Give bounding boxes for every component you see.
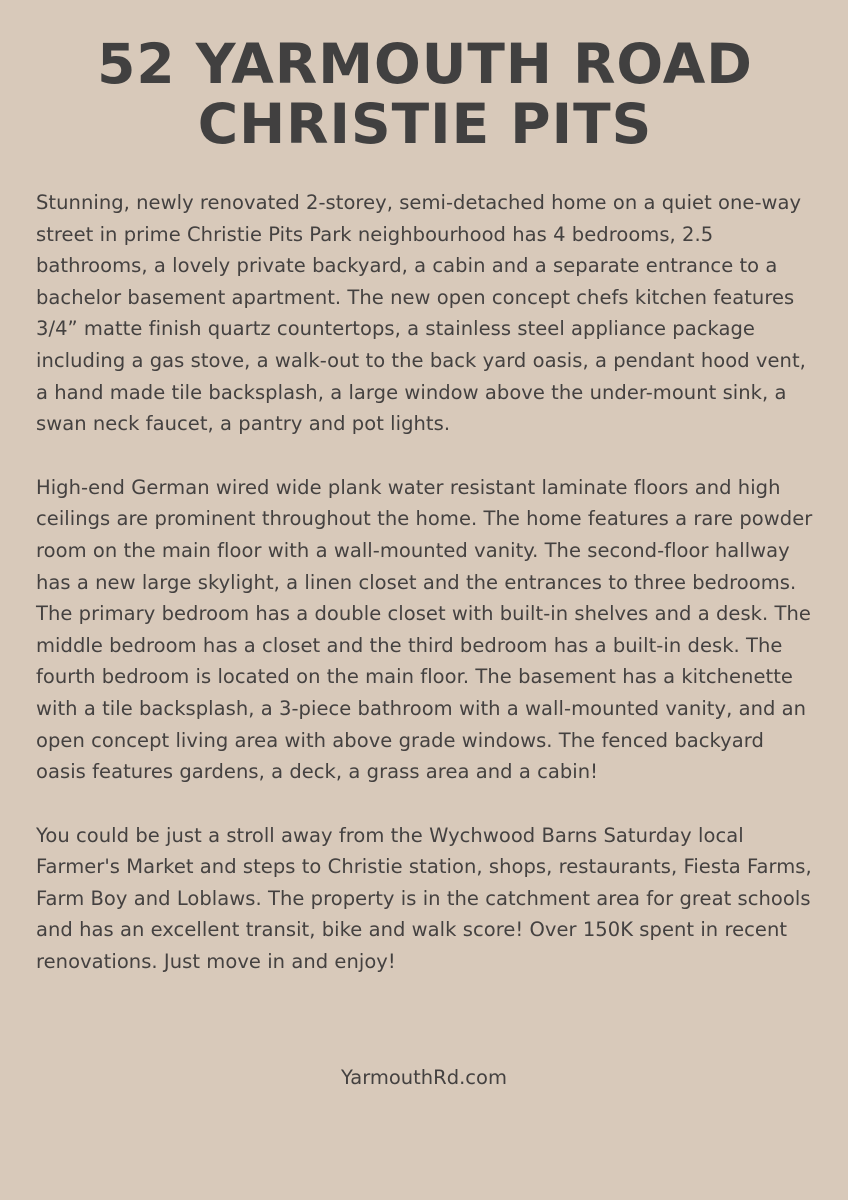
paragraph-neighbourhood: You could be just a stroll away from the Wychwood Barns Saturday local Farmer's Market and steps to Christie station, shops, restaurants, Fiesta Farms, Farm Boy and Loblaws. The property is in the catchment area for great schools and has an excellent transit, bike and walk score! Over 150K spent in recent renovations. Just move in and enjoy! — [36, 823, 812, 974]
paragraph-kitchen: Stunning, newly renovated 2-storey, semi-detached home on a quiet one-way street in prime Christie Pits Park neighbourhood has 4 bedrooms, 2.5 bathrooms, a lovely private backyard, a cabin and a separate entrance to a bachelor basement apartment. The new open concept chefs kitchen features 3/4” matte finish quartz countertops, a stainless steel appliance package including a gas stove, a walk-out to the back yard oasis, a pendant hood vent, a hand made tile backsplash, a large window above the under-mount sink, a swan neck faucet, a pantry and pot lights. — [36, 191, 806, 436]
title-line-neighbourhood: CHRISTIE PITS — [197, 92, 653, 156]
paragraph-interior: High-end German wired wide plank water resistant laminate floors and high ceilings are prominent throughout the home. The home features a rare powder room on the main floor with a wall-mounted vanity. The second-floor hallway has a new large skylight, a linen closet and the entrances to three bedrooms. The primary bedroom has a double closet with built-in shelves and a desk. The middle bedroom has a closet and the third bedroom has a built-in desk. The fourth bedroom is located on the main floor. The basement has a kitchenette with a tile backsplash, a 3-piece bathroom with a wall-mounted vanity, and an open concept living area with above grade windows. The fenced backyard oasis features gardens, a deck, a grass area and a cabin! — [36, 475, 813, 784]
title-line-address: 52 YARMOUTH ROAD — [97, 32, 753, 96]
description — [36, 187, 814, 978]
website-link[interactable]: YarmouthRd.com — [341, 1066, 507, 1089]
page-title — [36, 0, 814, 154]
